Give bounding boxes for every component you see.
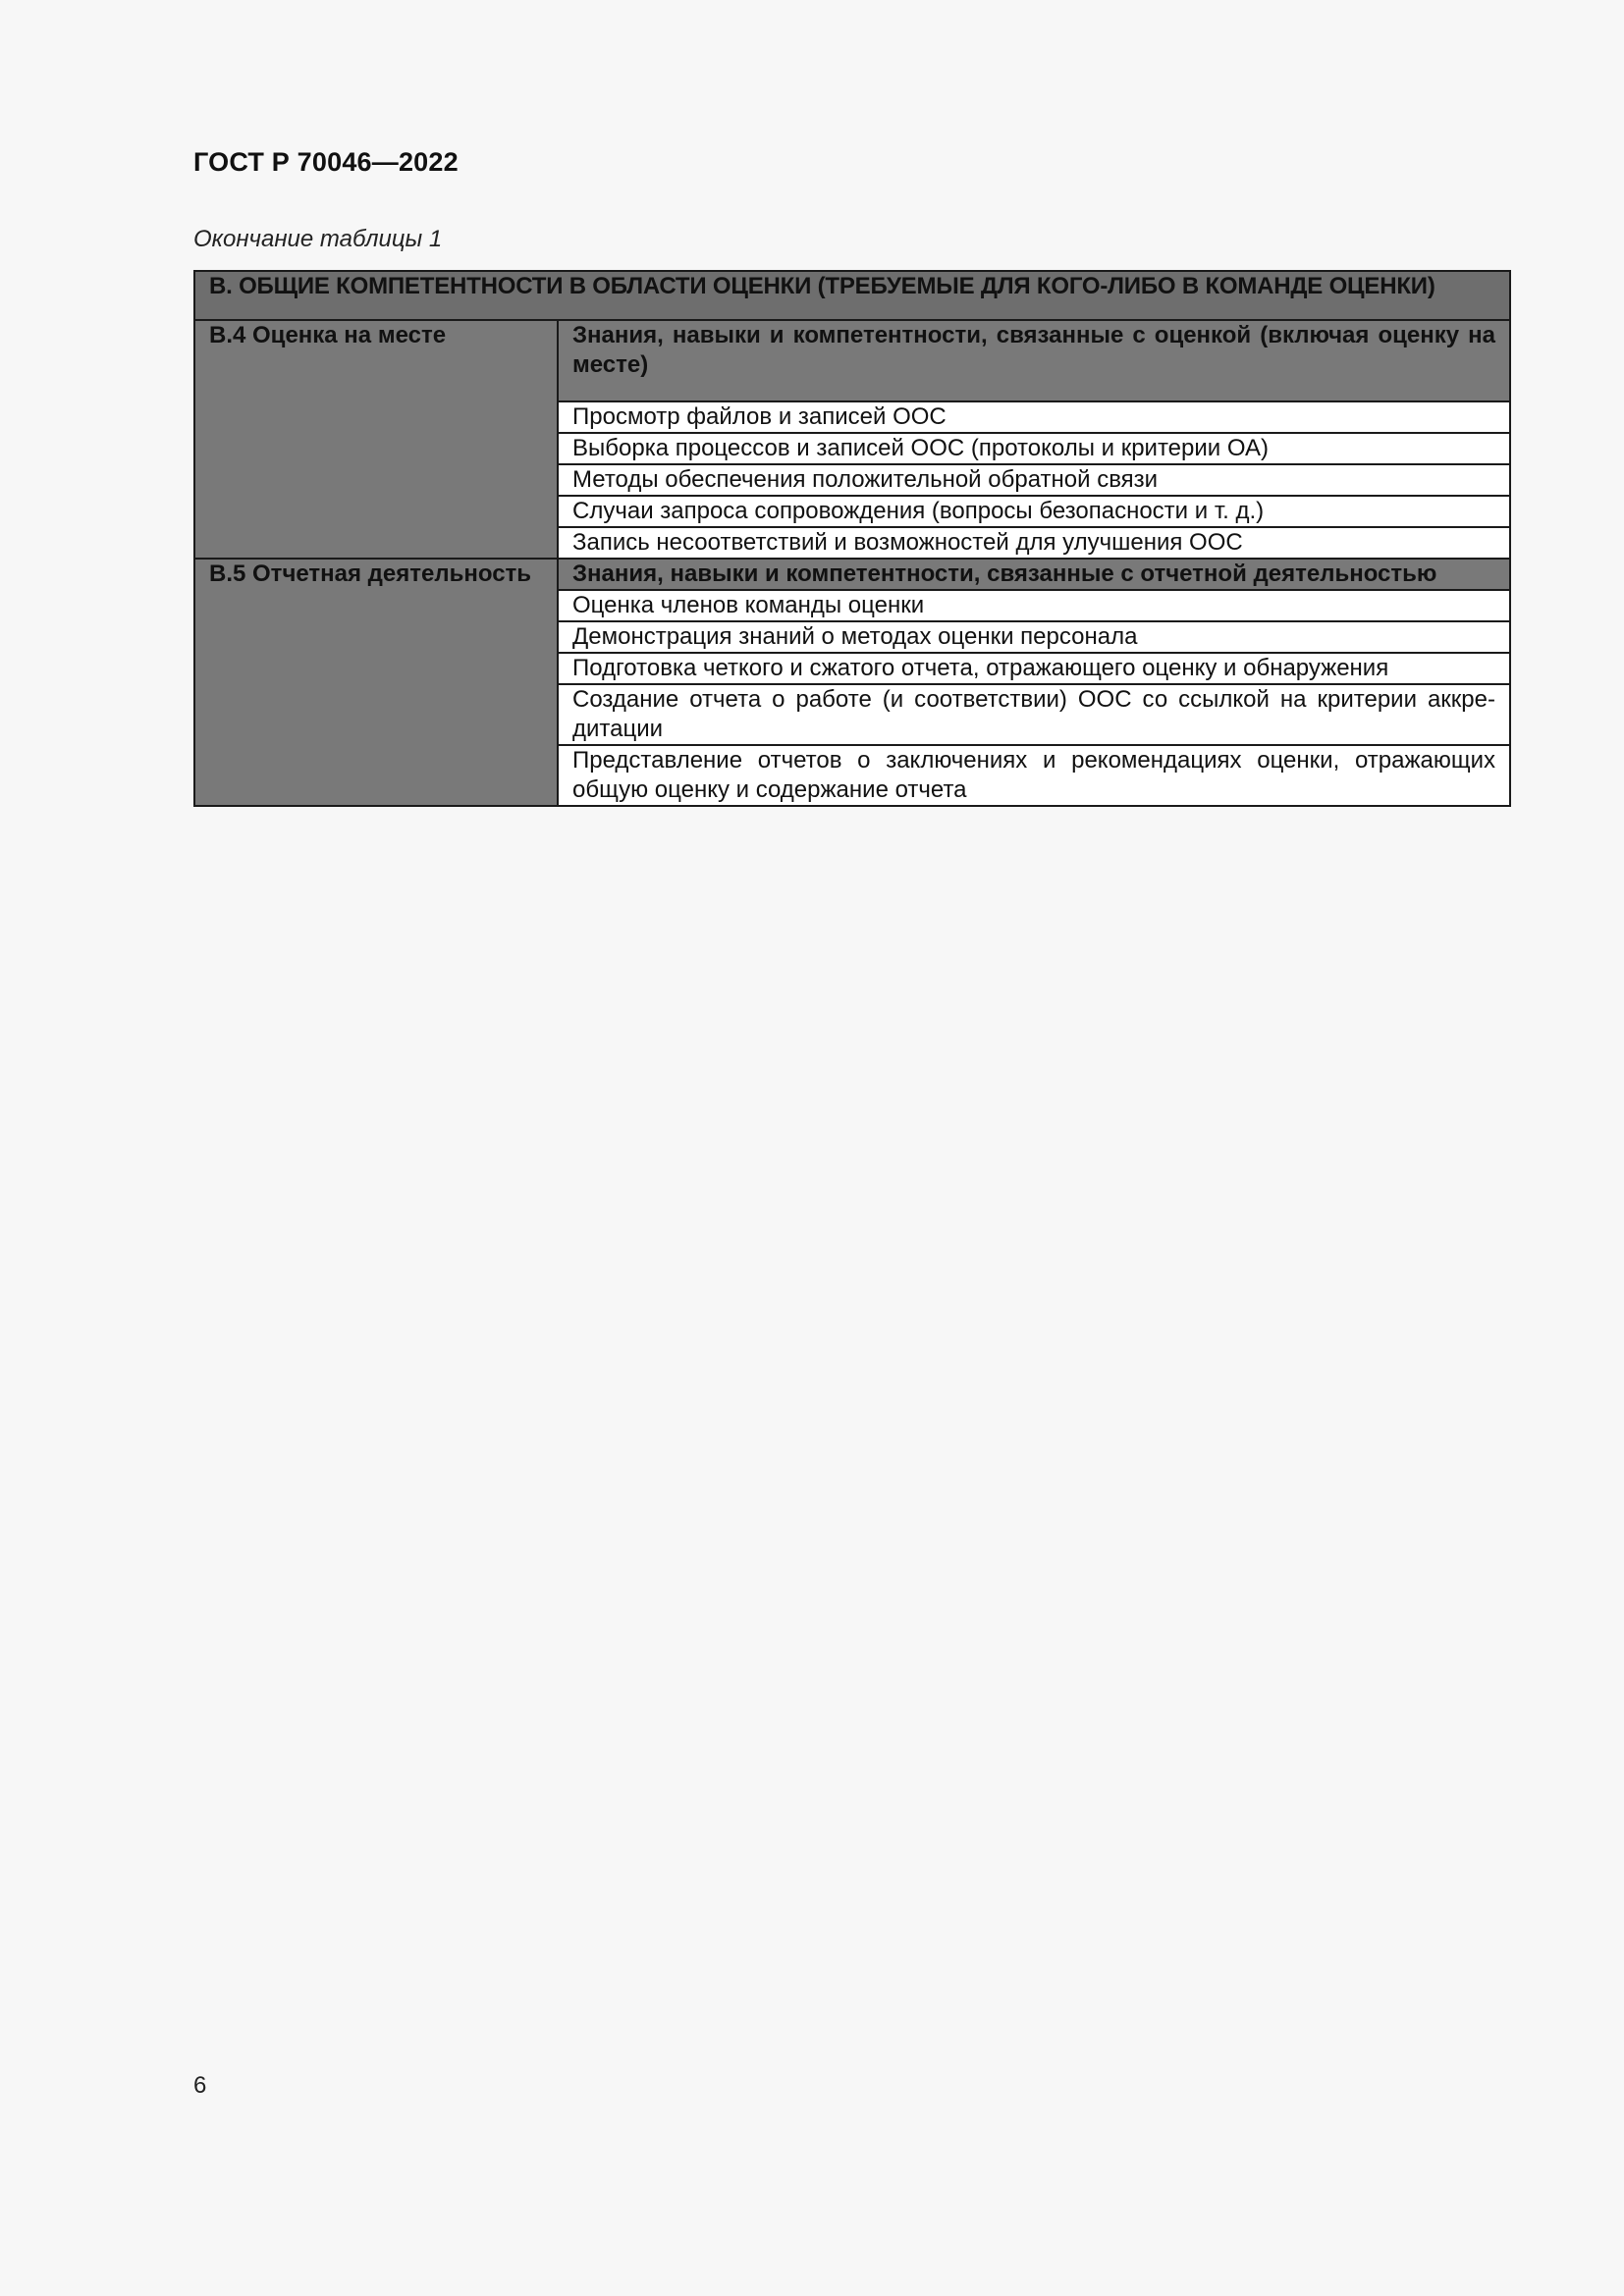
- document-standard-title: ГОСТ Р 70046—2022: [193, 147, 459, 177]
- list-item: Методы обеспечения положительной обратной связи: [558, 464, 1510, 496]
- table-row: [194, 559, 1510, 590]
- list-item: Просмотр файлов и записей ООС: [558, 401, 1510, 433]
- competence-table: [193, 270, 1511, 807]
- list-item: Создание отчета о работе (и соответствии) ООС со ссылкой на критерии аккредитации: [558, 684, 1510, 745]
- group-label-b4: В.4 Оценка на месте: [194, 320, 558, 559]
- group-subheading-b4: Знания, навыки и компетентности, связанные с оценкой (включая оценку на месте): [558, 320, 1510, 401]
- group-subheading-b5: Знания, навыки и компетентности, связанные с отчетной деятельностью: [558, 559, 1510, 590]
- section-title-row: [194, 271, 1510, 320]
- page-number: 6: [193, 2072, 207, 2099]
- list-item: Случаи запроса сопровождения (вопросы безопасности и т. д.): [558, 496, 1510, 527]
- section-title: В. ОБЩИЕ КОМПЕТЕНТНОСТИ В ОБЛАСТИ ОЦЕНКИ (ТРЕБУЕМЫЕ ДЛЯ КОГО-ЛИБО В КОМАНДЕ ОЦЕНКИ): [194, 271, 1510, 320]
- list-item: Запись несоответствий и возможностей для улучшения ООС: [558, 527, 1510, 559]
- group-label-b5: В.5 Отчетная деятельность: [194, 559, 558, 806]
- list-item: Демонстрация знаний о методах оценки персонала: [558, 621, 1510, 653]
- list-item: Оценка членов команды оценки: [558, 590, 1510, 621]
- list-item: Представление отчетов о заключениях и рекомендациях оценки, отражающих общую оценку и содержание отчета: [558, 745, 1510, 806]
- list-item: Подготовка четкого и сжатого отчета, отражающего оценку и обнаружения: [558, 653, 1510, 684]
- table-row: [194, 320, 1510, 401]
- list-item: Выборка процессов и записей ООС (протоколы и критерии ОА): [558, 433, 1510, 464]
- table-caption: Окончание таблицы 1: [193, 226, 443, 252]
